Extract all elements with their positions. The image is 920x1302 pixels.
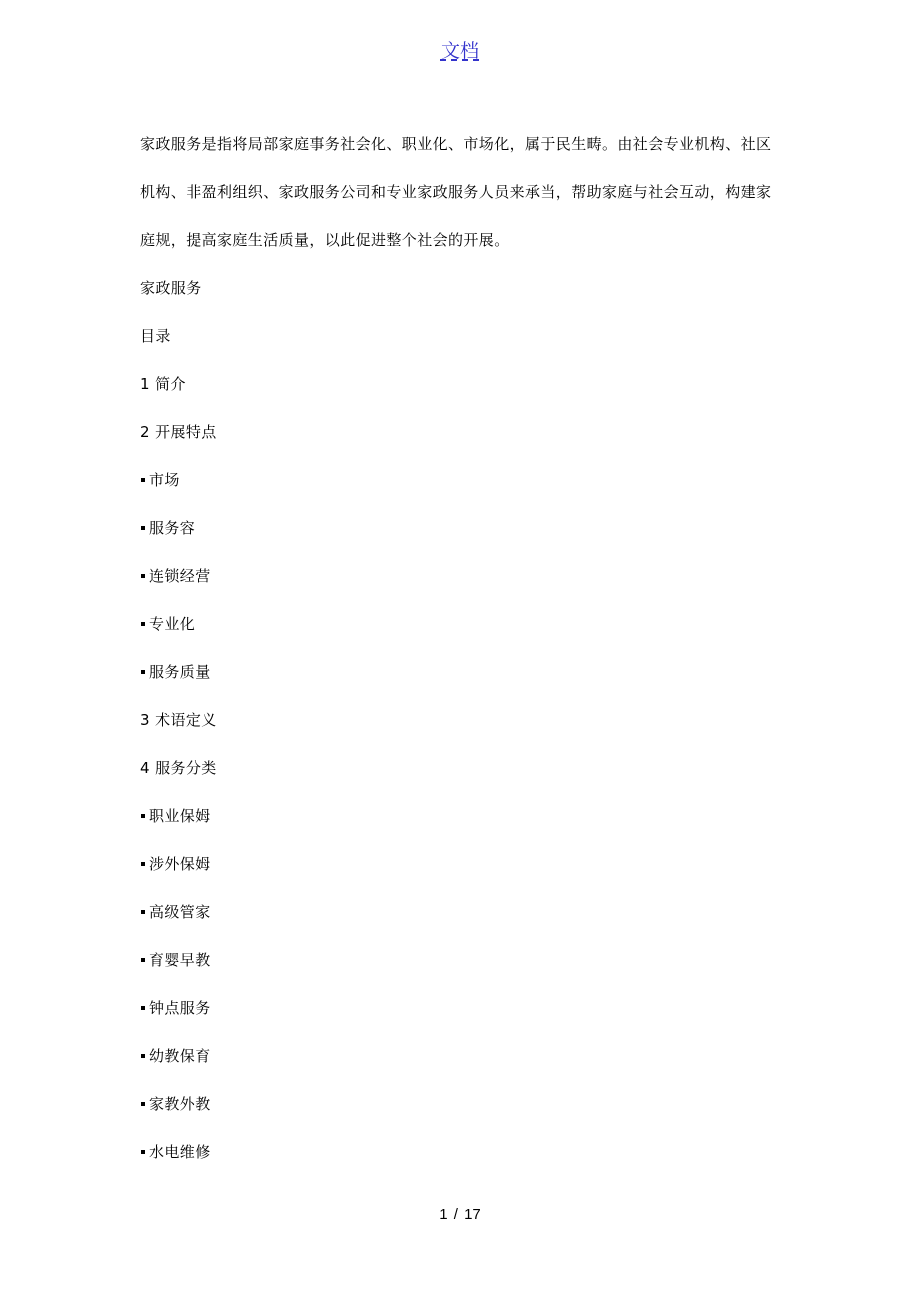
toc-bullet-item — [140, 1128, 785, 1176]
toc-bullet-item — [140, 600, 785, 648]
document-header — [0, 38, 920, 64]
bullet-icon — [141, 910, 145, 914]
document-body — [140, 120, 785, 1176]
bullet-icon — [141, 526, 145, 530]
bullet-icon — [141, 1006, 145, 1010]
toc-bullet-item — [140, 1032, 785, 1080]
toc-item-label: 育婴早教 — [149, 951, 211, 969]
bullet-icon — [141, 622, 145, 626]
toc-section — [140, 360, 785, 408]
toc-section — [140, 408, 785, 456]
bullet-icon — [141, 1102, 145, 1106]
bullet-icon — [141, 1150, 145, 1154]
toc-bullet-item — [140, 648, 785, 696]
toc-bullet-item — [140, 792, 785, 840]
toc-item-label: 4 服务分类 — [140, 759, 217, 777]
toc-bullet-item — [140, 504, 785, 552]
bullet-icon — [141, 958, 145, 962]
toc-item-label: 专业化 — [149, 615, 196, 633]
bullet-icon — [141, 478, 145, 482]
table-of-contents — [140, 360, 785, 1176]
toc-item-label: 水电维修 — [149, 1143, 211, 1161]
document-title: 家政服务 — [140, 279, 202, 297]
intro-paragraph: 家政服务是指将局部家庭事务社会化、职业化、市场化，属于民生畴。由社会专业机构、社区机构、非盈利组织、家政服务公司和专业家政服务人员来承当，帮助家庭与社会互动，构建家庭规，提高家庭生活质量，以此促进整个社会的开展。 — [140, 135, 772, 249]
toc-item-label: 涉外保姆 — [149, 855, 211, 873]
toc-bullet-item — [140, 552, 785, 600]
toc-item-label: 幼教保育 — [149, 1047, 211, 1065]
toc-item-label: 2 开展特点 — [140, 423, 217, 441]
toc-bullet-item — [140, 984, 785, 1032]
toc-item-label: 市场 — [149, 471, 180, 489]
bullet-icon — [141, 574, 145, 578]
bullet-icon — [141, 814, 145, 818]
toc-section — [140, 696, 785, 744]
toc-section — [140, 744, 785, 792]
toc-bullet-item — [140, 456, 785, 504]
toc-bullet-item — [140, 936, 785, 984]
page-number: 1 / 17 — [439, 1206, 481, 1223]
toc-bullet-item — [140, 1080, 785, 1128]
bullet-icon — [141, 1054, 145, 1058]
toc-heading: 目录 — [140, 327, 171, 345]
toc-item-label: 职业保姆 — [149, 807, 211, 825]
toc-item-label: 钟点服务 — [149, 999, 211, 1017]
document-link[interactable]: 文档 — [440, 40, 479, 62]
toc-item-label: 连锁经营 — [149, 567, 211, 585]
toc-bullet-item — [140, 888, 785, 936]
toc-item-label: 高级管家 — [149, 903, 211, 921]
bullet-icon — [141, 862, 145, 866]
toc-item-label: 服务容 — [149, 519, 196, 537]
toc-item-label: 3 术语定义 — [140, 711, 217, 729]
bullet-icon — [141, 670, 145, 674]
toc-bullet-item — [140, 840, 785, 888]
toc-item-label: 家教外教 — [149, 1095, 211, 1113]
toc-item-label: 服务质量 — [149, 663, 211, 681]
toc-item-label: 1 简介 — [140, 375, 186, 393]
